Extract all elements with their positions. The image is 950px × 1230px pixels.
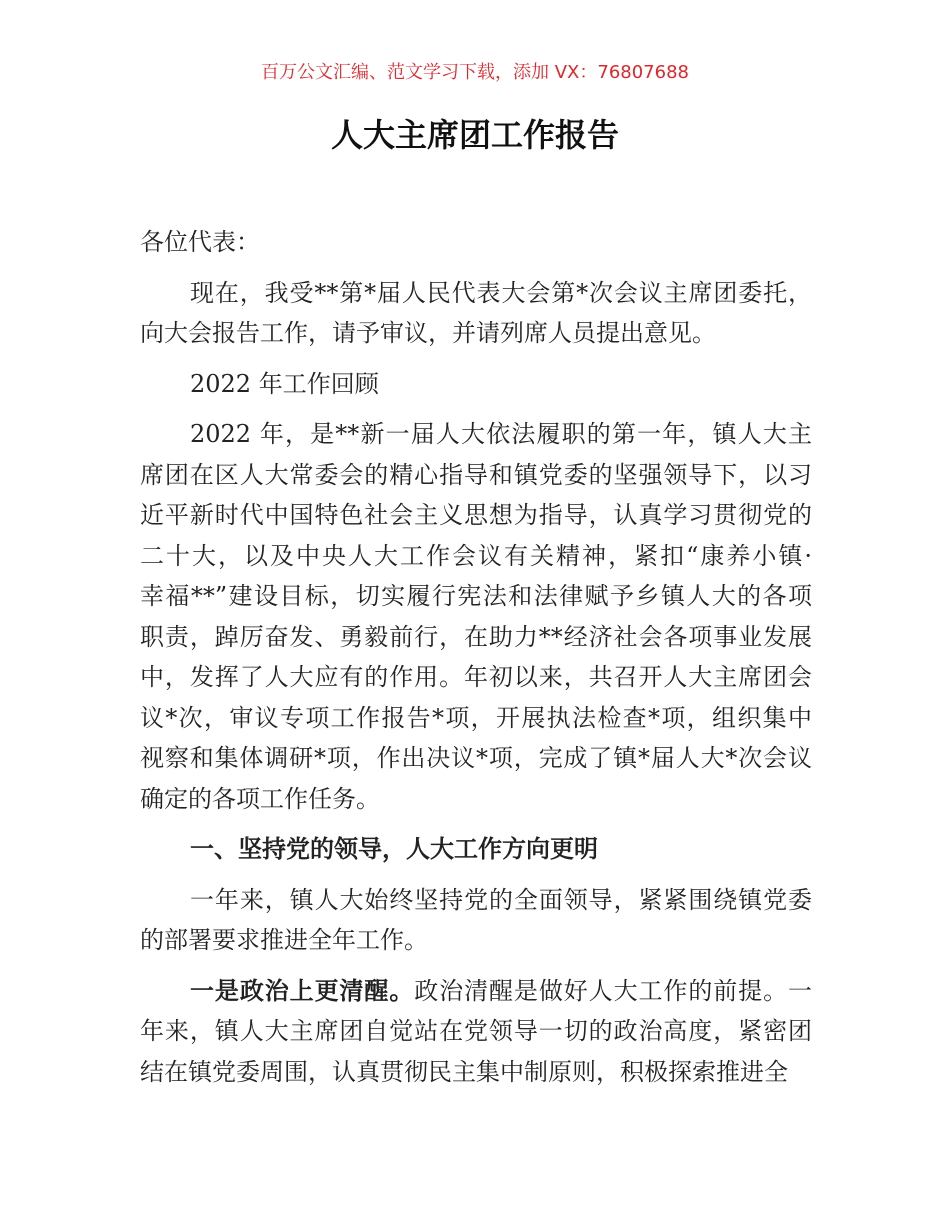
text-line bbox=[140, 971, 812, 1012]
line-text: 现在，我受**第*届人民代表大会第*次会议主席团委托， bbox=[190, 278, 812, 307]
paragraph bbox=[140, 880, 812, 961]
line-text: 幸福**”建设目标，切实履行宪法和法律赋予乡镇人大的各项 bbox=[140, 582, 812, 610]
watermark-banner: 百万公文汇编、范文学习下载，添加 VX：76807688 bbox=[261, 62, 689, 83]
text-line bbox=[140, 829, 812, 870]
text-line bbox=[140, 617, 812, 658]
paragraph bbox=[140, 364, 812, 405]
paragraph bbox=[140, 222, 812, 263]
text-line bbox=[140, 779, 812, 820]
line-text: 议*次，审议专项工作报告*项，开展执法检查*项，组织集中 bbox=[140, 703, 812, 732]
document-body bbox=[140, 222, 812, 1102]
line-text: 席团在区人大常委会的精心指导和镇党委的坚强领导下，以习 bbox=[140, 460, 812, 489]
section-heading bbox=[140, 829, 812, 870]
line-text: 二十大，以及中央人大工作会议有关精神，紧扣“康养小镇· bbox=[140, 541, 812, 570]
text-line bbox=[140, 455, 812, 496]
line-text: 年来，镇人大主席团自觉站在党领导一切的政治高度，紧密团 bbox=[140, 1017, 812, 1045]
line-text: 结在镇党委周围，认真贯彻民主集中制原则，积极探索推进全 bbox=[140, 1057, 788, 1086]
text-line bbox=[140, 576, 812, 617]
paragraph bbox=[140, 971, 812, 1093]
text-line bbox=[140, 495, 812, 536]
text-line bbox=[140, 1052, 812, 1093]
bold-lead: 一是政治上更清醒。 bbox=[190, 976, 415, 1005]
line-text: 各位代表： bbox=[140, 228, 260, 256]
line-text: 2022 年，是**新一届人大依法履职的第一年，镇人大主 bbox=[190, 420, 812, 448]
text-line bbox=[140, 222, 812, 263]
line-text: 职责，踔厉奋发、勇毅前行，在助力**经济社会各项事业发展 bbox=[140, 622, 812, 651]
line-text: 2022 年工作回顾 bbox=[190, 369, 379, 398]
paragraph bbox=[140, 273, 812, 354]
text-line bbox=[140, 414, 812, 455]
line-text: 确定的各项工作任务。 bbox=[140, 784, 380, 813]
text-line bbox=[140, 738, 812, 779]
line-text: 的部署要求推进全年工作。 bbox=[140, 926, 428, 954]
line-text: 中，发挥了人大应有的作用。年初以来，共召开人大主席团会 bbox=[140, 663, 812, 691]
text-line bbox=[140, 657, 812, 698]
text-line bbox=[140, 1011, 812, 1052]
line-text: 政治清醒是做好人大工作的前提。一 bbox=[414, 976, 812, 1005]
text-line bbox=[140, 920, 812, 961]
document-title: 人大主席团工作报告 bbox=[330, 116, 619, 154]
text-line bbox=[140, 536, 812, 577]
text-line bbox=[140, 364, 812, 405]
text-line bbox=[140, 273, 812, 314]
line-text: 视察和集体调研*项，作出决议*项，完成了镇*届人大*次会议 bbox=[140, 744, 812, 772]
text-line bbox=[140, 313, 812, 354]
line-text: 一年来，镇人大始终坚持党的全面领导，紧紧围绕镇党委 bbox=[190, 885, 812, 914]
paragraph bbox=[140, 414, 812, 819]
line-text: 近平新时代中国特色社会主义思想为指导，认真学习贯彻党的 bbox=[140, 501, 812, 529]
text-line bbox=[140, 880, 812, 921]
text-line bbox=[140, 698, 812, 739]
line-text: 向大会报告工作，请予审议，并请列席人员提出意见。 bbox=[140, 319, 716, 347]
line-text: 一、坚持党的领导，人大工作方向更明 bbox=[190, 835, 598, 863]
